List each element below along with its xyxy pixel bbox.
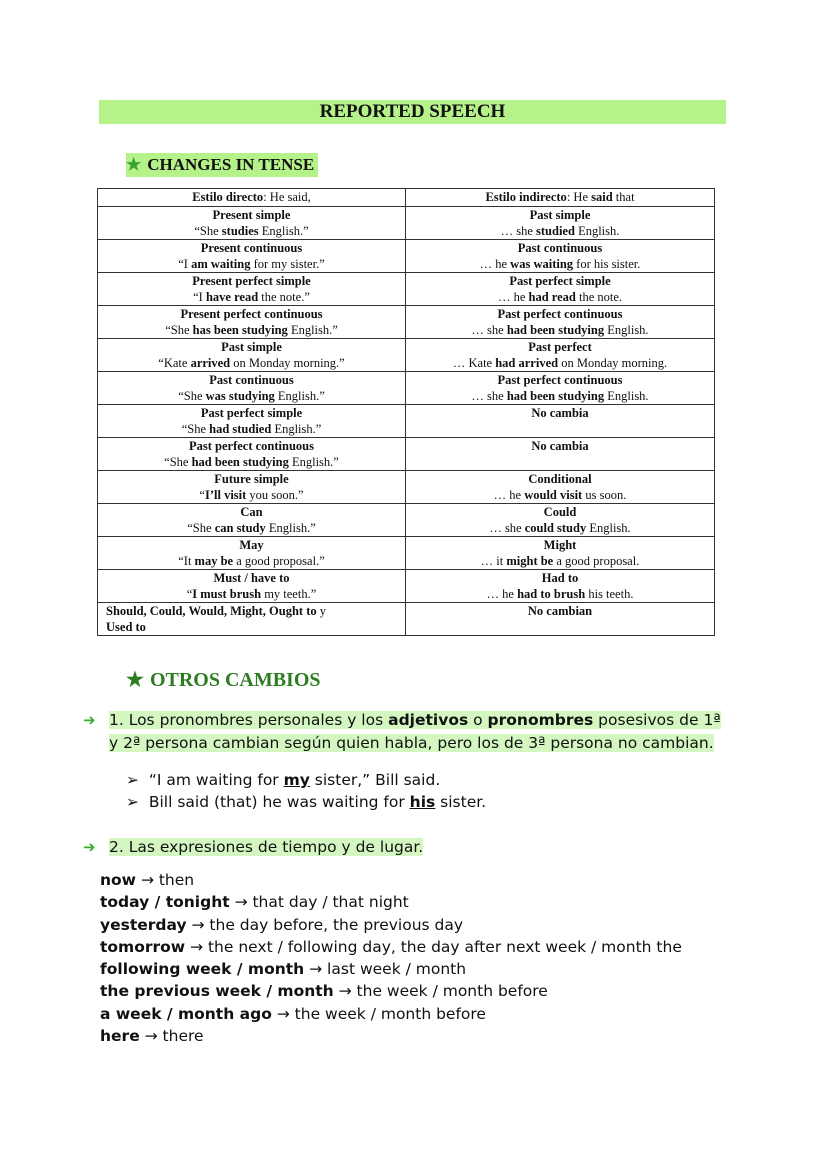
- indirect-cell: [406, 240, 715, 273]
- tense-name: Past perfect simple: [200, 406, 303, 420]
- example-sentence: “She had studied English.”: [181, 422, 322, 436]
- tense-name: Past perfect continuous: [497, 373, 623, 387]
- star-icon: ★: [126, 155, 142, 174]
- table-row: [98, 537, 715, 570]
- table-row: [98, 306, 715, 339]
- tense-name: Could: [543, 505, 577, 519]
- example-sentence: … she had been studying English.: [471, 323, 649, 337]
- example-sentence: … Kate had arrived on Monday morning.: [452, 356, 668, 370]
- example-sentence: “I must brush my teeth.”: [186, 587, 317, 601]
- tense-name: Past perfect simple: [509, 274, 611, 288]
- tense-name: Present continuous: [200, 241, 303, 255]
- indirect-cell: [406, 504, 715, 537]
- green-arrow-icon: ➜: [83, 711, 96, 729]
- header-direct: Estilo directo: He said,: [98, 189, 406, 207]
- example-sentence: “She studies English.”: [194, 224, 309, 238]
- tense-name: Past continuous: [209, 373, 294, 387]
- indirect-cell: [406, 471, 715, 504]
- indirect-cell: [406, 570, 715, 603]
- indirect-cell: [406, 207, 715, 240]
- tense-name: Past continuous: [517, 241, 603, 255]
- direct-cell: [98, 570, 406, 603]
- tense-name: May: [239, 538, 264, 552]
- section-heading-tense: ★ CHANGES IN TENSE: [126, 153, 318, 177]
- direct-cell: [98, 504, 406, 537]
- indirect-cell: [406, 438, 715, 471]
- tense-name: Past simple: [221, 340, 282, 354]
- point-2: 2. Las expresiones de tiempo y de lugar.: [109, 838, 424, 856]
- star-icon: ★: [126, 669, 144, 691]
- section-heading-otros: ★ OTROS CAMBIOS: [126, 669, 321, 691]
- table-row-modals: [98, 603, 715, 636]
- example-sentence: … she could study English.: [489, 521, 631, 535]
- direct-cell: [98, 273, 406, 306]
- indirect-cell: [406, 339, 715, 372]
- page-title: REPORTED SPEECH: [99, 100, 726, 124]
- expression-item: yesterday → the day before, the previous day: [100, 915, 464, 934]
- table-row: [98, 372, 715, 405]
- indirect-cell: [406, 405, 715, 438]
- direct-cell: [98, 240, 406, 273]
- table-row: [98, 570, 715, 603]
- tense-name: Can: [240, 505, 263, 519]
- example-sentence: … it might be a good proposal.: [480, 554, 640, 568]
- tense-name: Conditional: [528, 472, 592, 486]
- direct-cell: [98, 207, 406, 240]
- direct-cell: [98, 405, 406, 438]
- example-sentence: “I’ll visit you soon.”: [199, 488, 304, 502]
- tense-name: Present perfect continuous: [180, 307, 323, 321]
- tense-name: No cambia: [531, 406, 589, 420]
- tense-name: Future simple: [214, 472, 289, 486]
- table-row: [98, 339, 715, 372]
- tense-name: Past simple: [529, 208, 591, 222]
- example-sentence: … he was waiting for his sister.: [479, 257, 641, 271]
- table-row: [98, 504, 715, 537]
- example-sentence: … he had read the note.: [497, 290, 623, 304]
- tense-name: Past perfect: [528, 340, 592, 354]
- tense-name: No cambia: [531, 439, 589, 453]
- direct-cell: [98, 372, 406, 405]
- modals-result: No cambian: [406, 603, 715, 636]
- tense-name: Had to: [541, 571, 579, 585]
- indirect-cell: [406, 537, 715, 570]
- expression-item: now → then: [100, 871, 195, 889]
- expression-item: the previous week / month → the week / month before: [100, 982, 548, 1001]
- header-indirect: Estilo indirecto: He said that: [406, 189, 715, 207]
- tense-name: Present simple: [212, 208, 291, 222]
- direct-cell: [98, 471, 406, 504]
- tense-name: Must / have to: [213, 571, 290, 585]
- example-sentence: … he would visit us soon.: [493, 488, 627, 502]
- example-sentence: “I am waiting for my sister.”: [178, 257, 325, 271]
- example-sentence: “I have read the note.”: [193, 290, 310, 304]
- example-sentence: … he had to brush his teeth.: [486, 587, 634, 601]
- direct-cell: [98, 339, 406, 372]
- expression-item: here → there: [100, 1027, 204, 1046]
- table-row: [98, 405, 715, 438]
- bullet-arrow-icon: ➢: [126, 771, 139, 789]
- table-row: [98, 273, 715, 306]
- expression-item: tomorrow → the next / following day, the day after next week / month the: [100, 937, 682, 956]
- green-arrow-icon: ➜: [83, 838, 96, 856]
- example-sentence: “She can study English.”: [187, 521, 316, 535]
- example-bullet-2: ➢ Bill said (that) he was waiting for his sister.: [126, 793, 487, 811]
- table-row: [98, 240, 715, 273]
- tense-name: Might: [543, 538, 577, 552]
- tense-name: Past perfect continuous: [497, 307, 623, 321]
- expressions-list: [100, 869, 720, 1047]
- example-sentence: “Kate arrived on Monday morning.”: [158, 356, 345, 370]
- point-1: 1. Los pronombres personales y los adjetivos o pronombres posesivos de 1ª y 2ª persona cambian según quien habla, pero los de 3ª persona no cambian.: [109, 711, 721, 752]
- indirect-cell: [406, 273, 715, 306]
- table-row: [98, 207, 715, 240]
- tense-name: Present perfect simple: [192, 274, 311, 288]
- expression-item: following week / month → last week / month: [100, 960, 467, 979]
- indirect-cell: [406, 372, 715, 405]
- example-bullet-1: ➢ “I am waiting for my sister,” Bill said.: [126, 771, 441, 789]
- expression-item: today / tonight → that day / that night: [100, 893, 409, 912]
- example-sentence: … she studied English.: [500, 224, 620, 238]
- example-sentence: “She was studying English.”: [178, 389, 325, 403]
- example-sentence: “She had been studying English.”: [164, 455, 339, 469]
- expression-item: a week / month ago → the week / month before: [100, 1004, 486, 1023]
- direct-cell: [98, 537, 406, 570]
- direct-cell: [98, 438, 406, 471]
- table-row: [98, 471, 715, 504]
- example-sentence: “She has been studying English.”: [165, 323, 338, 337]
- direct-cell: [98, 306, 406, 339]
- tense-table: [97, 188, 715, 636]
- modals-cell: Should, Could, Would, Might, Ought to y Used to: [98, 603, 406, 636]
- example-sentence: “It may be a good proposal.”: [178, 554, 325, 568]
- tense-name: Past perfect continuous: [189, 439, 314, 453]
- table-header-row: [98, 189, 715, 207]
- table-row: [98, 438, 715, 471]
- bullet-arrow-icon: ➢: [126, 793, 139, 811]
- example-sentence: … she had been studying English.: [471, 389, 649, 403]
- indirect-cell: [406, 306, 715, 339]
